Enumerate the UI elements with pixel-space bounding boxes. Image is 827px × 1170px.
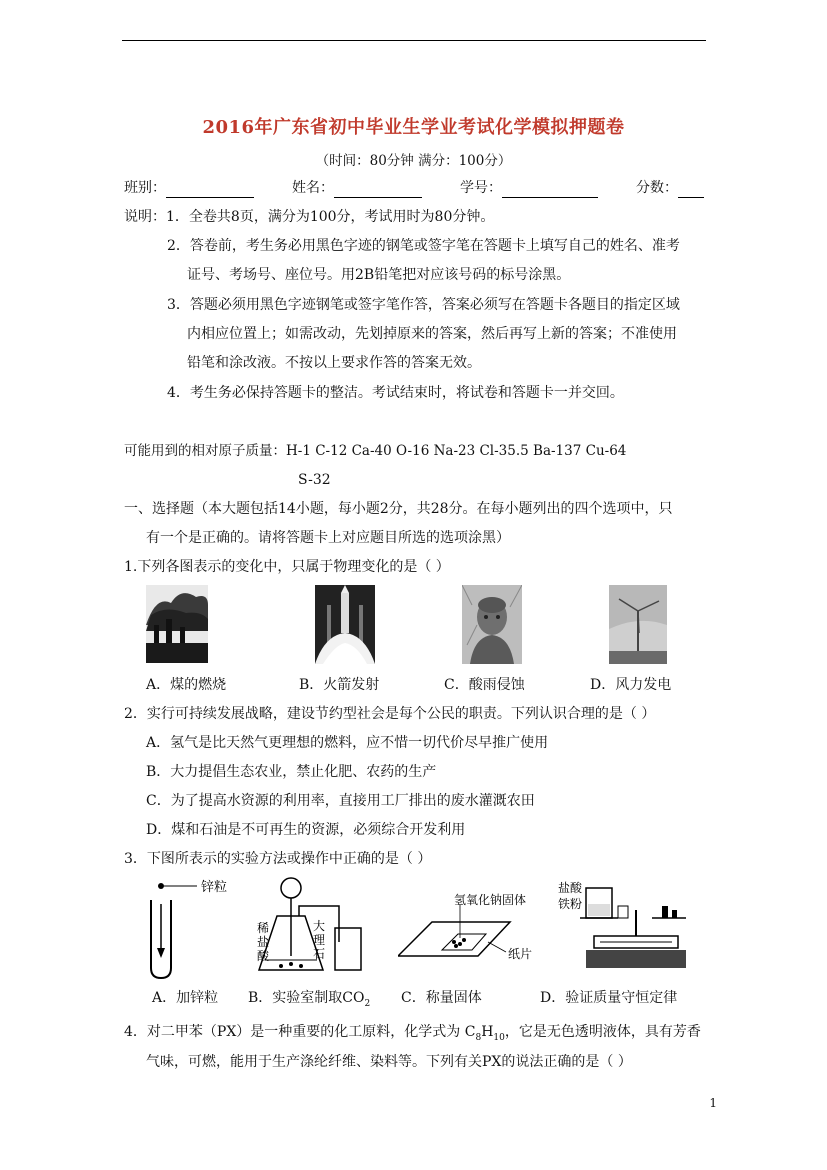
instruction-item-2-l1: 2．答卷前，考生务必用黑色字迹的钢笔或签字笔在答题卡上填写自己的姓名、准考 [167, 238, 680, 254]
id-blank [502, 181, 598, 198]
balance-figure [556, 876, 696, 981]
wind-power-image [609, 585, 667, 664]
q1-option-a: A．煤的燃烧 [146, 677, 227, 693]
exam-title: 2016年广东省初中毕业生学业考试化学模拟押题卷 [202, 117, 625, 138]
q2-option-d: D．煤和石油是不可再生的资源，必须综合开发利用 [146, 822, 466, 838]
id-label: 学号： [460, 180, 502, 196]
marble-label-3: 石 [313, 947, 326, 961]
co2-subscript: 2 [364, 998, 371, 1009]
weighing-solid-figure [398, 890, 538, 970]
instruction-item-2-l2: 证号、考场号、座位号。用2B铅笔把对应该号码的标号涂黑。 [187, 267, 571, 283]
q2-stem: 2．实行可持续发展战略，建设节约型社会是每个公民的职责。下列认识合理的是（ ） [124, 706, 656, 722]
q3-option-c: C．称量固体 [401, 990, 482, 1006]
coal-burning-image [146, 585, 208, 663]
section-1-heading-l2: 有一个是正确的。请将答题卡上对应题目所选的选项涂黑） [146, 530, 510, 546]
q3-option-a: A．加锌粒 [152, 990, 219, 1006]
q1-option-c: C．酸雨侵蚀 [444, 677, 525, 693]
instruction-item-1 [124, 207, 494, 227]
q1-stem: 1.下列各图表示的变化中，只属于物理变化的是（ ） [124, 559, 450, 575]
dilute-label-1: 稀 [257, 921, 270, 935]
name-blank [334, 181, 422, 198]
q2-option-a: A．氢气是比天然气更理想的燃料，应不惜一切代价尽早推广使用 [146, 735, 549, 751]
dilute-label-3: 酸 [257, 949, 270, 963]
instructions-lead: 说明： [124, 209, 166, 225]
marble-label-1: 大 [313, 919, 326, 933]
name-field [292, 178, 422, 198]
instruction-item-3-l1: 3．答题必须用黑色字迹钢笔或签字笔作答，答案必须写在答题卡各题目的指定区域 [167, 297, 680, 313]
q4-text-c: ，它是无色透明液体，具有芳香 [504, 1024, 701, 1040]
iron-label: 铁粉 [558, 897, 583, 911]
acid-rain-statue-image [462, 585, 522, 664]
rocket-launch-image [315, 585, 375, 664]
dilute-label-2: 盐 [257, 935, 270, 949]
instruction-item-3-l2: 内相应位置上；如需改动，先划掉原来的答案，然后再写上新的答案；不准使用 [187, 326, 677, 342]
class-blank [166, 181, 254, 198]
class-field [124, 178, 254, 198]
score-blank [678, 181, 704, 198]
q4-line-1 [124, 1022, 701, 1048]
class-label: 班别： [124, 180, 166, 196]
atomic-mass-line-1: 可能用到的相对原子质量：H-1 C-12 Ca-40 O-16 Na-23 Cl-35.5 Ba-137 Cu-64 [124, 443, 627, 459]
q4-text-a: 4．对二甲苯（PX）是一种重要的化工原料，化学式为 C [124, 1024, 476, 1040]
score-label: 分数： [636, 180, 678, 196]
zinc-label: 锌粒 [201, 880, 228, 895]
instruction-text: 1．全卷共8页，满分为100分，考试用时为80分钟。 [166, 209, 495, 225]
q1-option-b: B．火箭发射 [299, 677, 380, 693]
exam-subtitle: （时间：80分钟 满分：100分） [315, 153, 512, 169]
instruction-item-4: 4．考生务必保持答题卡的整洁。考试结束时，将试卷和答题卡一并交回。 [167, 385, 624, 401]
marble-label-2: 理 [313, 933, 326, 947]
q3-option-d: D．验证质量守恒定律 [540, 990, 678, 1006]
naoh-label: 氢氧化钠固体 [454, 893, 527, 907]
id-field [460, 178, 598, 198]
co2-apparatus-figure [255, 876, 375, 981]
name-label: 姓名： [292, 180, 334, 196]
section-1-heading-l1: 一、选择题（本大题包括14小题，每小题2分，共28分。在每小题列出的四个选项中，只 [124, 501, 673, 517]
header-rule [122, 40, 706, 41]
q4-line-2: 气味，可燃，能用于生产涤纶纤维、染料等。下列有关PX的说法正确的是（ ） [146, 1054, 632, 1070]
q3-option-b [248, 988, 370, 1014]
zinc-test-tube-figure [145, 876, 235, 981]
instruction-item-3-l3: 铅笔和涂改液。不按以上要求作答的答案无效。 [187, 355, 481, 371]
q1-option-d: D．风力发电 [590, 677, 672, 693]
q4-sub-8: 8 [475, 1032, 482, 1043]
q3-stem: 3．下图所表示的实验方法或操作中正确的是（ ） [124, 851, 432, 867]
paper-label: 纸片 [508, 947, 533, 961]
q2-option-c: C．为了提高水资源的利用率，直接用工厂排出的废水灌溉农田 [146, 793, 535, 809]
score-field [636, 178, 704, 198]
q4-text-b: H [481, 1024, 494, 1040]
hcl-label: 盐酸 [558, 881, 583, 895]
q4-sub-10: 10 [493, 1032, 505, 1043]
page-number: 1 [709, 1096, 717, 1110]
q3-option-b-text: B．实验室制取CO [248, 990, 365, 1006]
q2-option-b: B．大力提倡生态农业，禁止化肥、农药的生产 [146, 764, 437, 780]
atomic-mass-line-2: S-32 [298, 472, 331, 488]
